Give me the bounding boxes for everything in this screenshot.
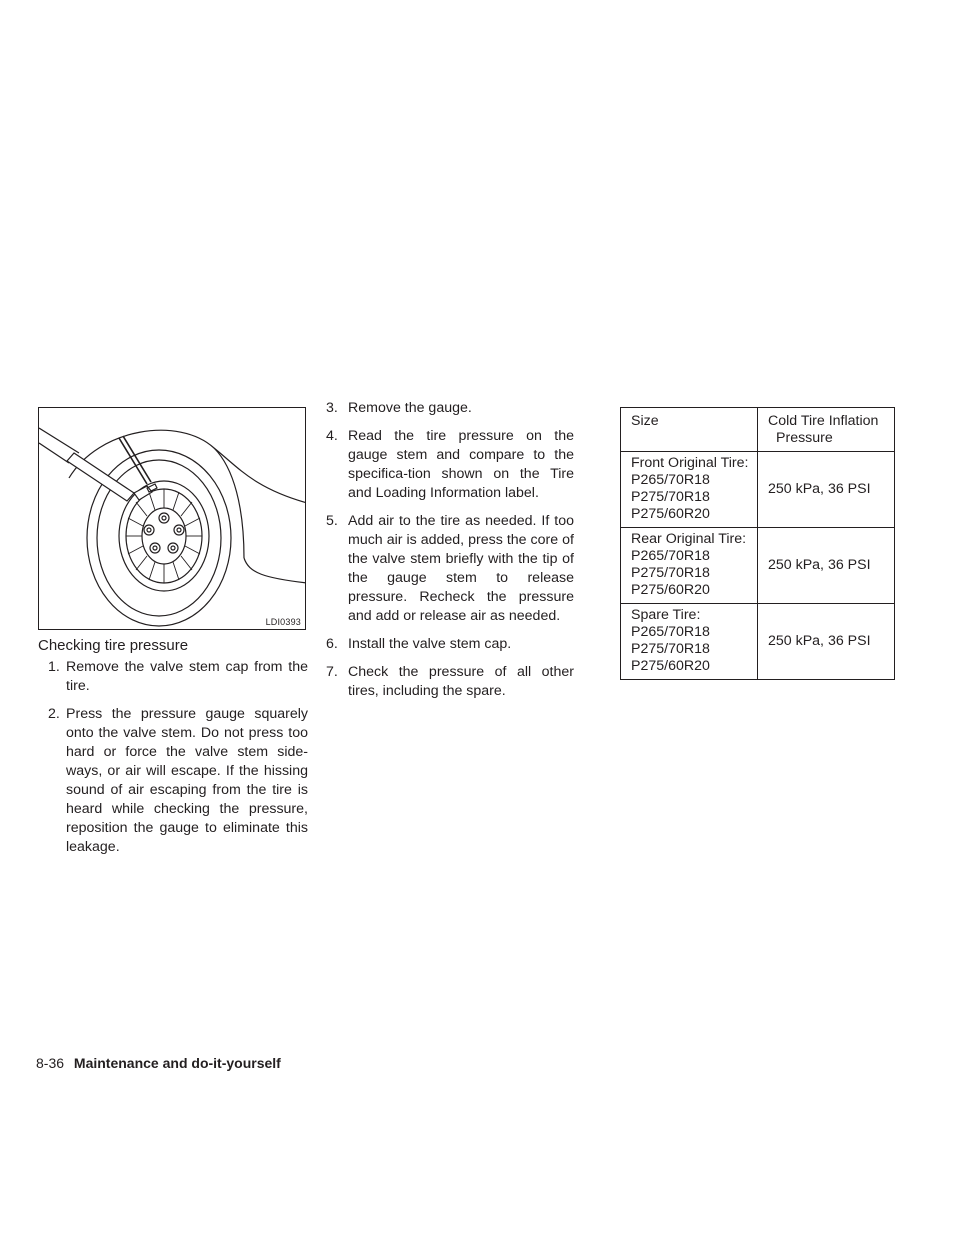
step-item <box>324 427 574 503</box>
pressure-cell: 250 kPa, 36 PSI <box>758 452 895 528</box>
figure-code: LDI0393 <box>265 617 301 627</box>
tire-size: P275/70R18 <box>631 489 710 505</box>
header-pressure-line2: Pressure <box>776 430 833 446</box>
tire-size: P275/70R18 <box>631 641 710 657</box>
pressure-cell: 250 kPa, 36 PSI <box>758 528 895 604</box>
step-number: 4. <box>326 428 338 444</box>
step-number: 1. <box>48 659 60 675</box>
table-row <box>621 528 895 604</box>
table-row <box>621 604 895 680</box>
step-text: Add air to the tire as needed. If too much air is added, press the core of the valve stem briefly with the tip of the gauge stem to release pressure. Recheck the pressure and add or release air as needed. <box>348 513 574 624</box>
pressure-cell: 250 kPa, 36 PSI <box>758 604 895 680</box>
tire-label: Spare Tire: <box>631 607 701 623</box>
tire-size-cell <box>621 452 758 528</box>
tire-pressure-table <box>620 407 895 680</box>
step-number: 2. <box>48 706 60 722</box>
step-number: 3. <box>326 400 338 416</box>
tire-size: P275/60R20 <box>631 658 710 674</box>
header-pressure <box>758 408 895 452</box>
tire-size: P275/60R20 <box>631 582 710 598</box>
footer-section-title: Maintenance and do-it-yourself <box>73 1055 281 1071</box>
step-text: Press the pressure gauge squarely onto the valve stem. Do not press too hard or force the valve stem side-ways, or air will escape. If the hissing sound of air escaping from the tire is heard while checking the pressure, reposition the gauge to eliminate this leakage. <box>66 706 308 855</box>
step-item <box>324 512 574 626</box>
step-item <box>36 658 308 696</box>
step-number: 6. <box>326 636 338 652</box>
tire-size: P265/70R18 <box>631 624 710 640</box>
step-text: Check the pressure of all other tires, including the spare. <box>348 664 574 699</box>
tire-size: P275/70R18 <box>631 565 710 581</box>
tire-size: P265/70R18 <box>631 472 710 488</box>
header-pressure-line1: Cold Tire Inflation <box>768 413 879 429</box>
tire-size-cell <box>621 604 758 680</box>
tire-size-cell <box>621 528 758 604</box>
step-number: 7. <box>326 664 338 680</box>
steps-list-column-2 <box>324 399 574 710</box>
steps-list-column-1 <box>36 658 308 866</box>
step-text: Read the tire pressure on the gauge stem and compare to the specifica-tion shown on the Tire and Loading Information label. <box>348 428 574 501</box>
step-text: Install the valve stem cap. <box>348 636 512 652</box>
tire-size: P275/60R20 <box>631 506 710 522</box>
tire-size: P265/70R18 <box>631 548 710 564</box>
tire-pressure-gauge-illustration <box>39 408 306 630</box>
step-number: 5. <box>326 513 338 529</box>
table-header-row <box>621 408 895 452</box>
step-text: Remove the valve stem cap from the tire. <box>66 659 308 694</box>
step-item <box>324 635 574 654</box>
table-row <box>621 452 895 528</box>
section-title: Checking tire pressure <box>38 637 189 654</box>
tire-gauge-figure <box>38 407 306 630</box>
tire-label: Rear Original Tire: <box>631 531 747 547</box>
tire-label: Front Original Tire: <box>631 455 749 471</box>
page-number: 8-36 <box>36 1055 65 1071</box>
step-item <box>36 705 308 857</box>
page-footer <box>36 1055 281 1071</box>
step-item <box>324 399 574 418</box>
step-item <box>324 663 574 701</box>
header-size: Size <box>621 408 758 452</box>
step-text: Remove the gauge. <box>348 400 472 416</box>
